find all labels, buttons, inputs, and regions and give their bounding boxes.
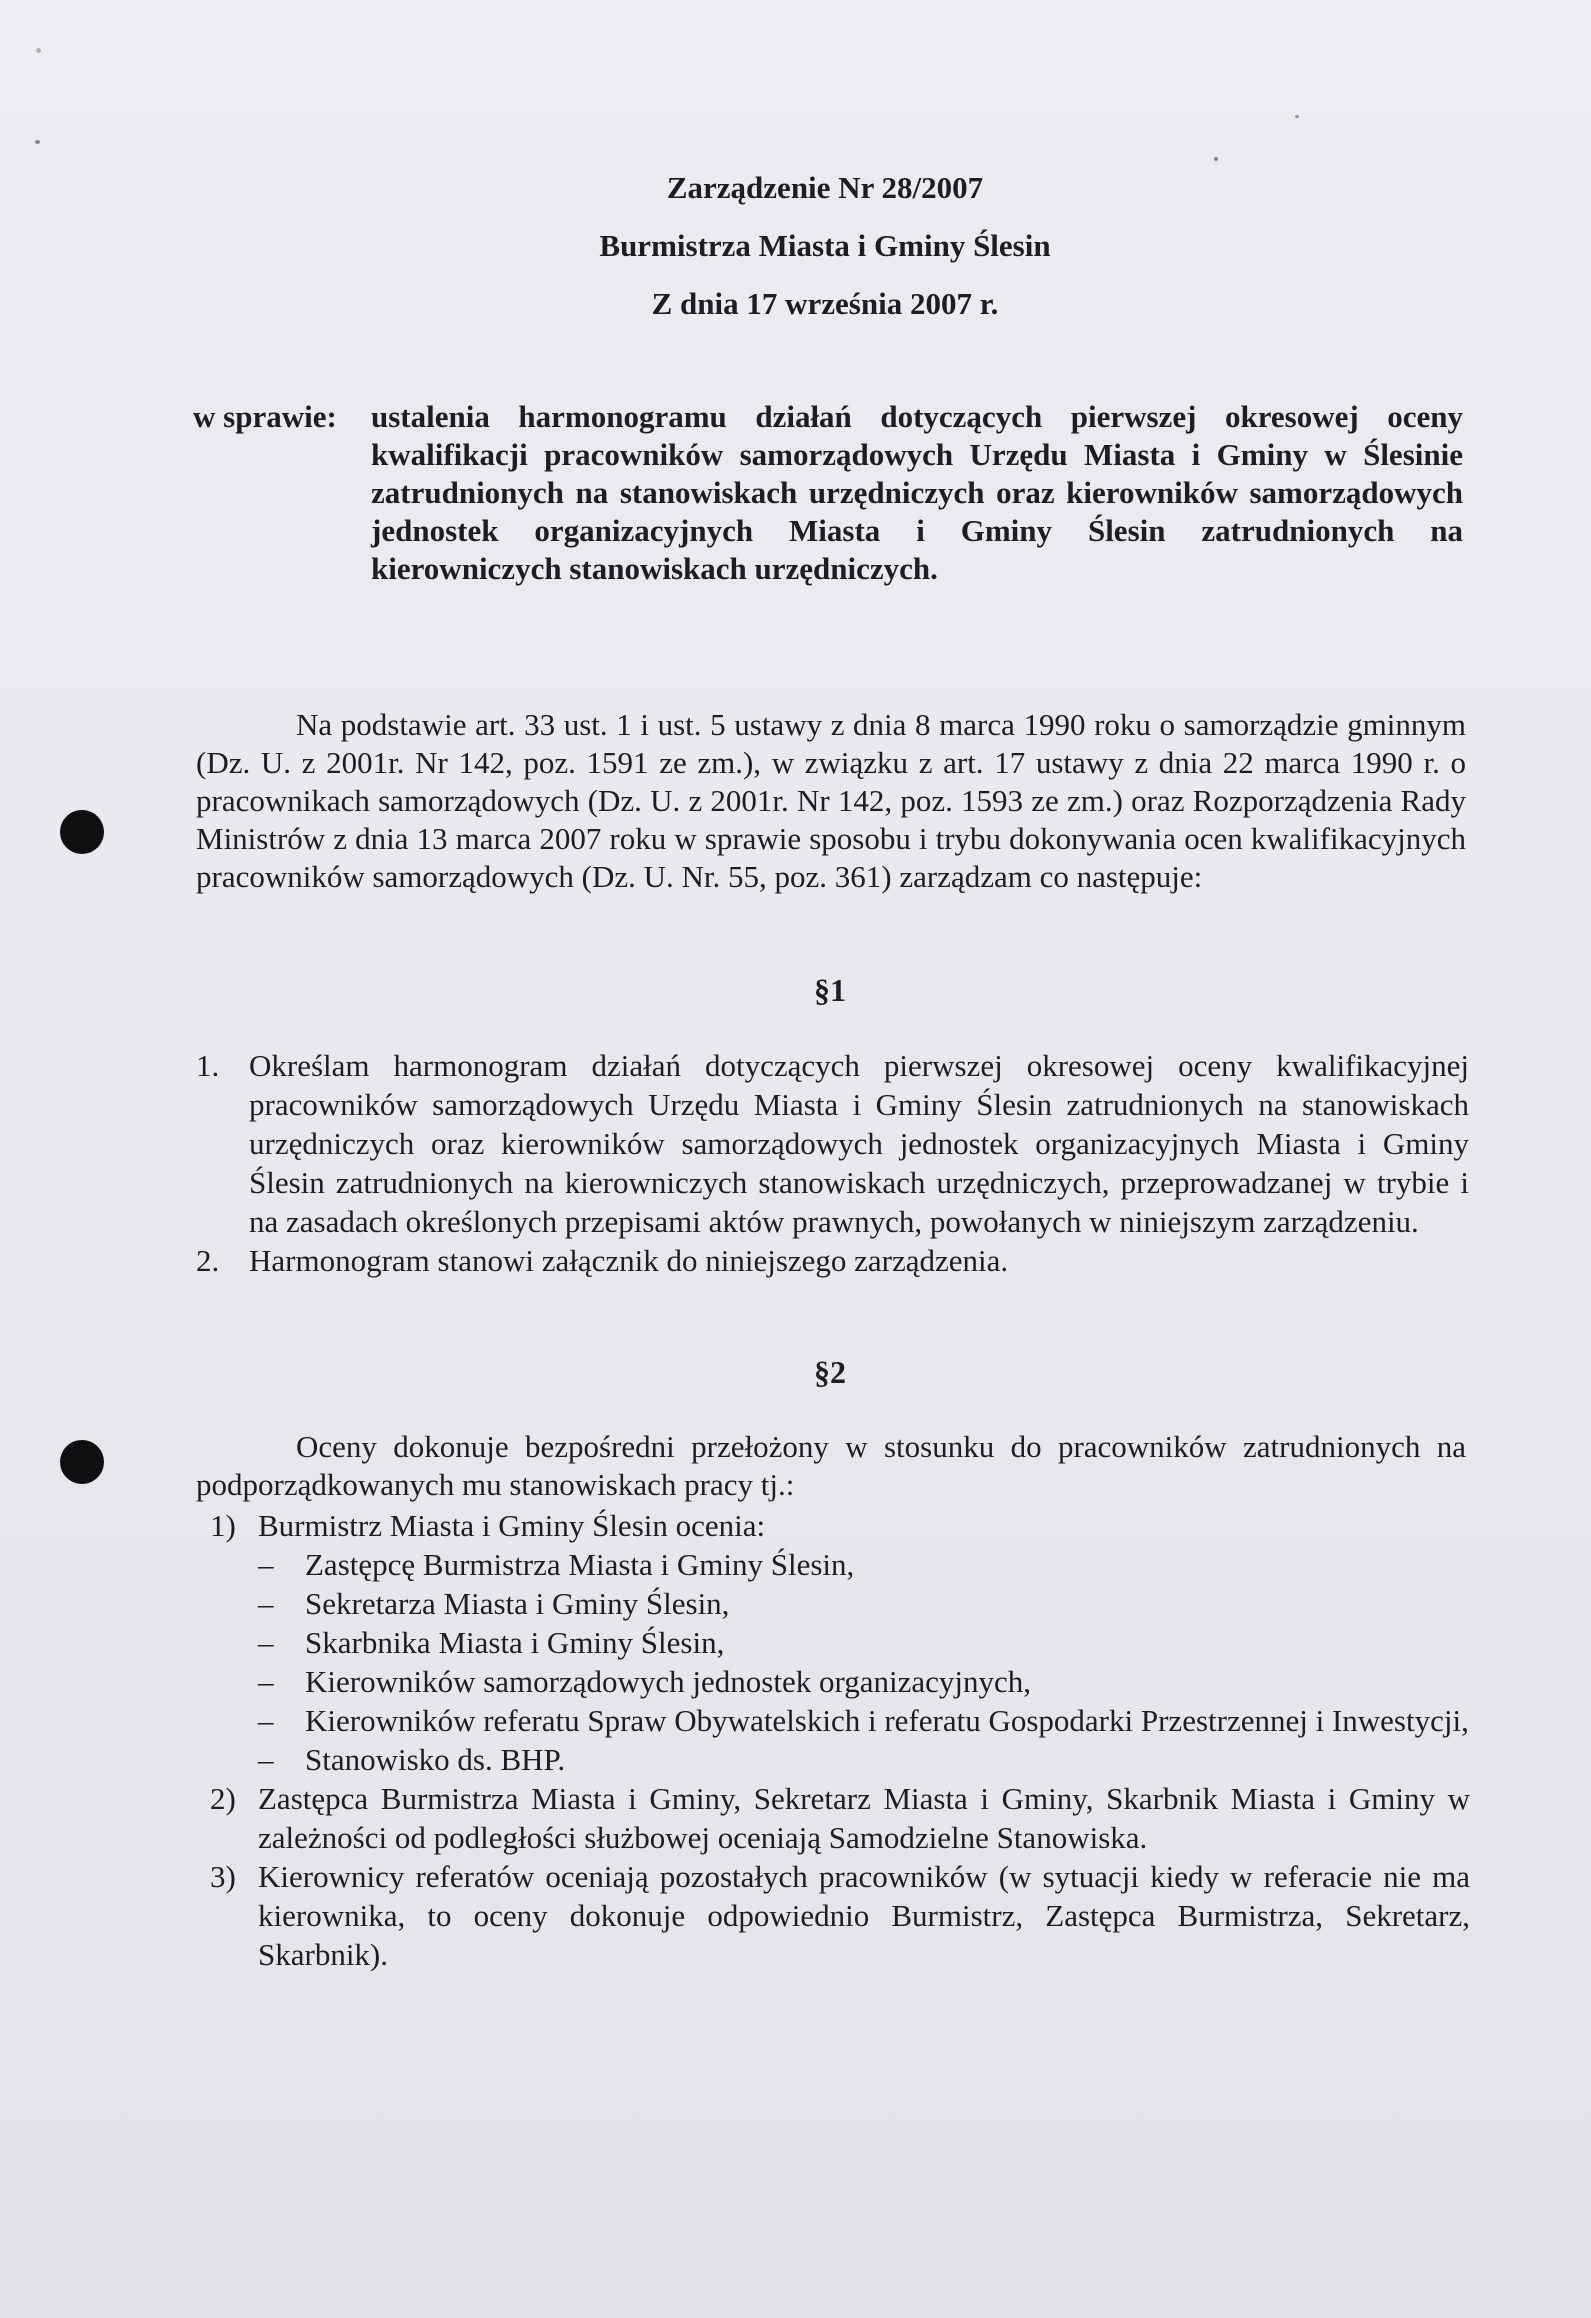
document-date: Z dnia 17 września 2007 r.	[651, 286, 999, 321]
list-item	[210, 1857, 1470, 1974]
list-item	[210, 1779, 1470, 1857]
scan-speck	[1214, 157, 1218, 161]
subject-text: ustalenia harmonogramu działań dotyczących pierwszej okresowej oceny kwalifikacji pracowników samorządowych Urzędu Miasta i Gminy w Ślesinie zatrudnionych na stanowiskach urzędniczych oraz kierowników samorządowych jednostek organizacyjnych Miasta i Gminy Ślesin zatrudnionych na kierowniczych stanowiskach urzędniczych.	[371, 399, 1463, 586]
dash-marker: –	[258, 1625, 274, 1660]
item-text: Określam harmonogram działań dotyczących pierwszej okresowej oceny kwalifikacyjnej pracowników samorządowych Urzędu Miasta i Gminy Ślesin zatrudnionych na stanowiskach urzędniczych oraz kierowników samorządowych jednostek organizacyjnych Miasta i Gminy Ślesin zatrudnionych na kierowniczych stanowiskach urzędniczych, przeprowadzanej w trybie i na zasadach określonych przepisami aktów prawnych, powołanych w niniejszym zarządzeniu.	[249, 1048, 1469, 1239]
subject-label: w sprawie:	[193, 399, 337, 434]
item-text: Stanowisko ds. BHP.	[305, 1742, 566, 1777]
list-item	[210, 1506, 1470, 1779]
list-item	[258, 1584, 1470, 1623]
scan-speck	[36, 48, 41, 53]
item-text: Skarbnika Miasta i Gminy Ślesin,	[305, 1625, 725, 1660]
section-2-list	[210, 1506, 1470, 1974]
list-item	[258, 1545, 1470, 1584]
item-number: 2.	[196, 1243, 220, 1278]
dash-marker: –	[258, 1664, 274, 1699]
legal-basis-paragraph: Na podstawie art. 33 ust. 1 i ust. 5 ustawy z dnia 8 marca 1990 roku o samorządzie gminnym (Dz. U. z 2001r. Nr 142, poz. 1591 ze zm.), w związku z art. 17 ustawy z dnia 22 marca 1990 r. o pracownikach samorządowych (Dz. U. z 2001r. Nr 142, poz. 1593 ze zm.) oraz Rozporządzenia Rady Ministrów z dnia 13 marca 2007 roku w sprawie sposobu i trybu dokonywania ocen kwalifikacyjnych pracowników samorządowych (Dz. U. Nr. 55, poz. 361) zarządzam co następuje:	[196, 707, 1466, 894]
list-item	[258, 1701, 1470, 1740]
document-issuer: Burmistrza Miasta i Gminy Ślesin	[599, 228, 1051, 263]
document-title: Zarządzenie Nr 28/2007	[666, 170, 984, 205]
item-number: 2)	[210, 1781, 236, 1816]
item-number: 1)	[210, 1508, 236, 1543]
list-item	[258, 1662, 1470, 1701]
punch-hole-upper	[60, 810, 104, 854]
item-text: Sekretarza Miasta i Gminy Ślesin,	[305, 1586, 730, 1621]
evaluated-positions-list	[258, 1545, 1470, 1779]
dash-marker: –	[258, 1586, 274, 1621]
list-item	[258, 1740, 1470, 1779]
item-text: Burmistrz Miasta i Gminy Ślesin ocenia:	[258, 1508, 766, 1543]
item-text: Zastępcę Burmistrza Miasta i Gminy Ślesin,	[305, 1547, 855, 1582]
section-2-heading: §2	[814, 1354, 846, 1390]
item-number: 3)	[210, 1859, 236, 1894]
list-item	[196, 1046, 1469, 1241]
scan-speck	[35, 140, 40, 144]
item-text: Zastępca Burmistrza Miasta i Gminy, Sekretarz Miasta i Gminy, Skarbnik Miasta i Gminy w zależności od podległości służbowej oceniają Samodzielne Stanowiska.	[258, 1781, 1470, 1855]
dash-marker: –	[258, 1742, 274, 1777]
punch-hole-lower	[60, 1440, 104, 1484]
list-item	[258, 1623, 1470, 1662]
section-1-list	[196, 1046, 1469, 1280]
section-2-intro: Oceny dokonuje bezpośredni przełożony w stosunku do pracowników zatrudnionych na podporządkowanych mu stanowiskach pracy tj.:	[196, 1429, 1466, 1502]
scan-speck	[1295, 115, 1299, 118]
section-1-heading: §1	[814, 972, 846, 1008]
item-text: Kierownicy referatów oceniają pozostałych pracowników (w sytuacji kiedy w referacie nie ma kierownika, to oceny dokonuje odpowiednio Burmistrz, Zastępca Burmistrza, Sekretarz, Skarbnik).	[258, 1859, 1470, 1972]
dash-marker: –	[258, 1703, 274, 1738]
list-item	[196, 1241, 1469, 1280]
dash-marker: –	[258, 1547, 274, 1582]
item-text: Kierowników referatu Spraw Obywatelskich i referatu Gospodarki Przestrzennej i Inwestycji,	[305, 1703, 1469, 1738]
item-number: 1.	[196, 1048, 220, 1083]
item-text: Harmonogram stanowi załącznik do niniejszego zarządzenia.	[249, 1243, 1009, 1278]
subject-block	[193, 398, 1463, 588]
item-text: Kierowników samorządowych jednostek organizacyjnych,	[305, 1664, 1031, 1699]
